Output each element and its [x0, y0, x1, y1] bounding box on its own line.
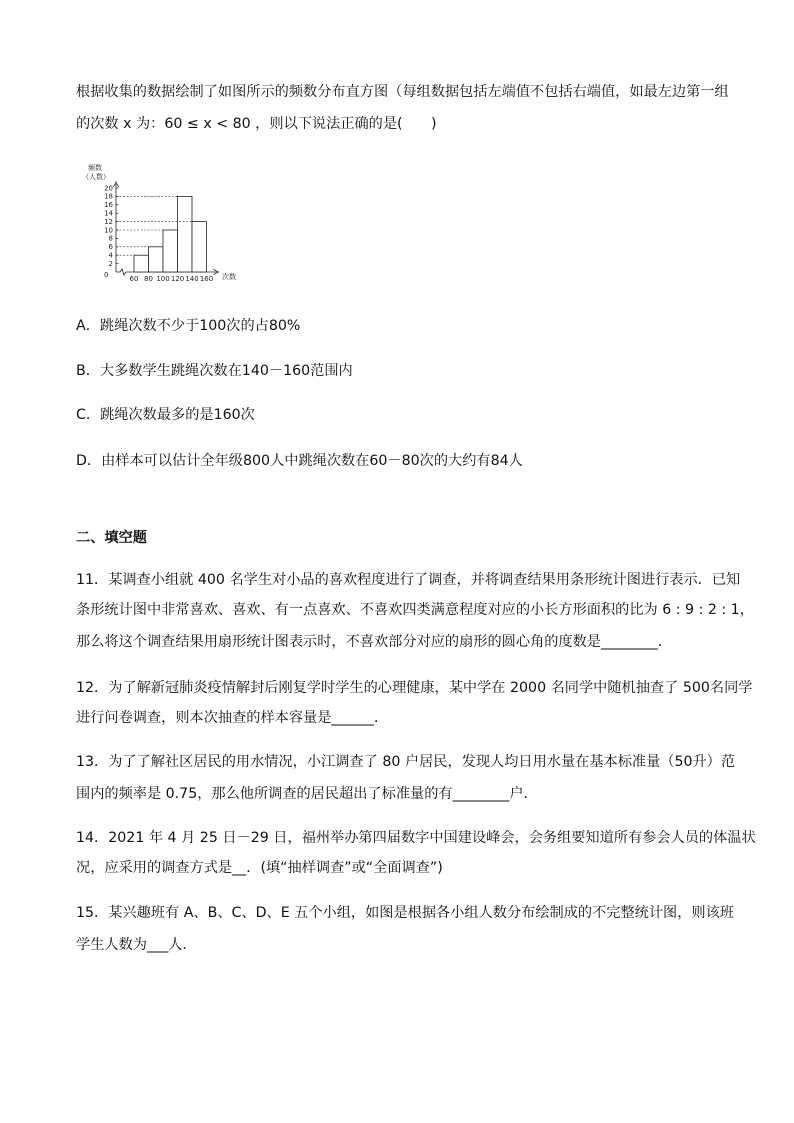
q11-line1: 11．某调查小组就 400 名学生对小品的喜欢程度进行了调查，并将调查结果用条形统计图进行表示．已知	[76, 572, 741, 588]
y-tick-label: 20	[104, 184, 113, 193]
y-tick-label: 4	[108, 251, 113, 260]
y-axis-label-line1: 频数	[88, 164, 102, 172]
x-axis-label: 次数	[222, 273, 236, 281]
x-tick-label: 140	[185, 275, 199, 283]
y-tick-label: 6	[108, 243, 113, 252]
x-tick-label: 60	[129, 275, 139, 283]
histogram-bar	[163, 230, 178, 272]
q12-line2: 进行问卷调查，则本次抽查的样本容量是______．	[76, 710, 389, 726]
section-title-fill-blanks: 二、填空题	[76, 530, 147, 546]
y-axis-label-line2: （人数）	[82, 173, 110, 181]
option-b: B．大多数学生跳绳次数在140－160范围内	[76, 363, 353, 379]
q15-line2: 学生人数为___人．	[76, 937, 197, 953]
x-tick-label: 100	[156, 275, 170, 283]
q10-stem-line2: 的次数 x 为：60 ≤ x < 80 ，则以下说法正确的是( )	[76, 116, 437, 132]
y-tick-label: 8	[108, 234, 113, 243]
y-tick-label: 18	[104, 192, 113, 201]
option-c: C．跳绳次数最多的是160次	[76, 407, 255, 423]
histogram-svg	[76, 160, 246, 290]
x-tick-label: 160	[199, 275, 214, 283]
frequency-histogram	[76, 160, 246, 290]
y-tick-label: 10	[104, 226, 113, 235]
y-tick-label: 2	[108, 259, 113, 268]
histogram-bar	[178, 196, 193, 272]
y-tick-label: 12	[104, 217, 113, 226]
q10-stem-line1: 根据收集的数据绘制了如图所示的频数分布直方图（每组数据包括左端值不包括右端值，如最左边第一组	[76, 84, 729, 100]
q12-line1: 12．为了解新冠肺炎疫情解封后刚复学时学生的心理健康，某中学在 2000 名同学中随机抽查了 500名同学	[76, 680, 753, 696]
x-tick-label: 80	[144, 275, 153, 283]
y-tick-label: 14	[104, 209, 113, 218]
x-tick-label: 120	[170, 275, 185, 283]
histogram-bar	[192, 222, 207, 272]
q14-line2: 况，应采用的调查方式是__．(填“抽样调查”或“全面调查”)	[76, 860, 443, 876]
histogram-bar	[134, 255, 149, 272]
q11-line3: 那么将这个调查结果用扇形统计图表示时，不喜欢部分对应的扇形的圆心角的度数是________．	[76, 634, 672, 650]
option-a: A．跳绳次数不少于100次的占80%	[76, 318, 301, 334]
q15-line1: 15．某兴趣班有 A、B、C、D、E 五个小组，如图是根据各小组人数分布绘制成的不完整统计图，则该班	[76, 905, 734, 921]
y-tick-label: 16	[104, 201, 113, 210]
histogram-bar	[149, 247, 164, 272]
q14-line1: 14．2021 年 4 月 25 日－29 日，福州举办第四届数字中国建设峰会，会务组要知道所有参会人员的体温状	[76, 830, 756, 846]
q11-line2: 条形统计图中非常喜欢、喜欢、有一点喜欢、不喜欢四类满意程度对应的小长方形面积的比为 6 : 9 : 2 : 1，	[76, 602, 754, 618]
option-d: D．由样本可以估计全年级800人中跳绳次数在60－80次的大约有84人	[76, 453, 523, 469]
q13-line2: 围内的频率是 0.75，那么他所调查的居民超出了标准量的有________户．	[76, 786, 538, 802]
q13-line1: 13．为了了解社区居民的用水情况，小江调查了 80 户居民，发现人均日用水量在基本标准量（50升）范	[76, 754, 736, 770]
origin-label: 0	[104, 271, 109, 279]
